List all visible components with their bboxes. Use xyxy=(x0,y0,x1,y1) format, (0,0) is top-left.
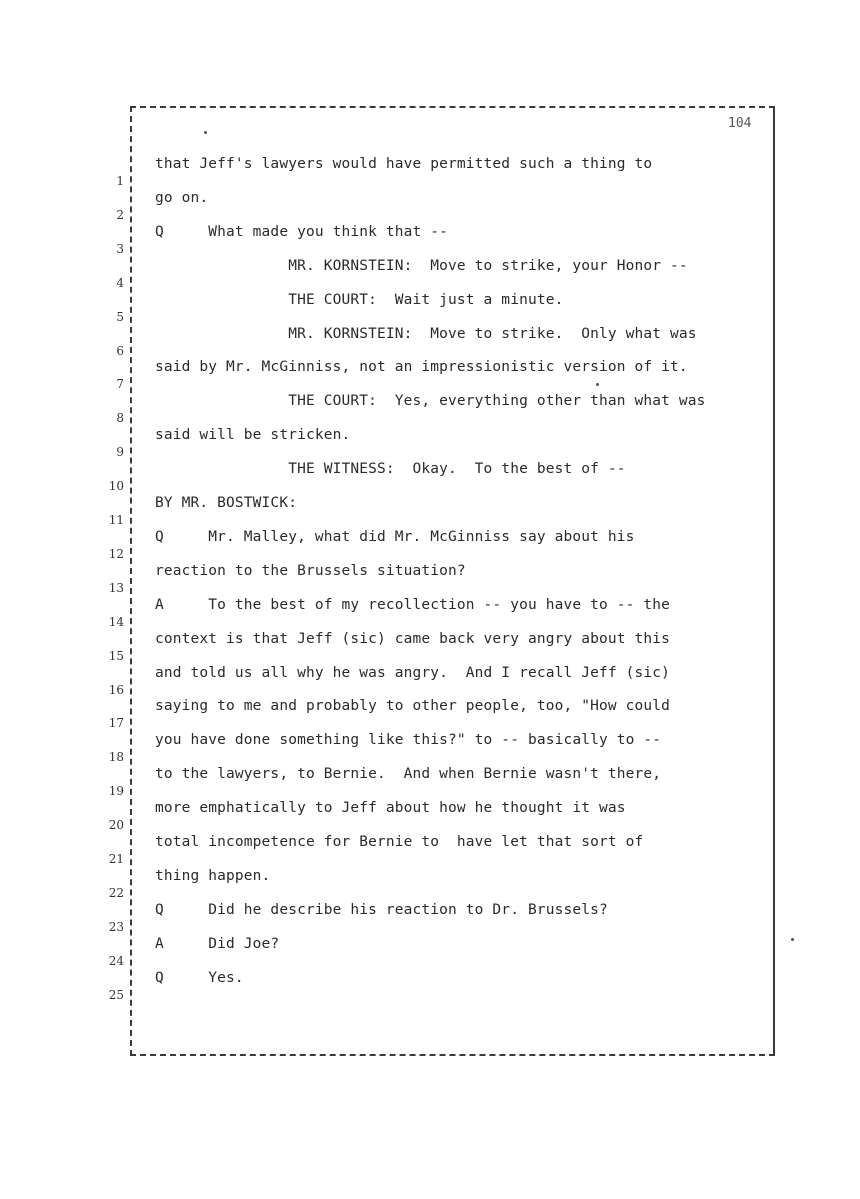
transcript-line: to the lawyers, to Bernie. And when Bernie wasn't there, xyxy=(155,766,662,783)
transcript-line: total incompetence for Bernie to have let that sort of xyxy=(155,834,644,850)
transcript-line: Q Did he describe his reaction to Dr. Brussels? xyxy=(155,901,608,918)
transcript-line: thing happen. xyxy=(155,867,271,884)
line-number: 5 xyxy=(116,309,124,324)
transcript-line: A Did Joe? xyxy=(155,935,280,952)
line-number: 13 xyxy=(108,580,124,595)
line-number: 9 xyxy=(116,445,124,460)
line-number: 6 xyxy=(116,343,124,358)
transcript-line: you have done something like this?" to -- basically to -- xyxy=(155,732,662,749)
speck xyxy=(791,938,794,941)
speck xyxy=(204,131,207,134)
transcript-line: THE COURT: Wait just a minute. xyxy=(155,291,564,308)
transcript-line: context is that Jeff (sic) came back very angry about this xyxy=(155,630,671,647)
transcript-line: Q What made you think that -- xyxy=(155,223,449,240)
line-number: 8 xyxy=(116,411,124,426)
line-number: 22 xyxy=(108,885,124,900)
line-number: 4 xyxy=(116,275,124,290)
line-number: 3 xyxy=(116,241,124,256)
transcript-line: A To the best of my recollection -- you have to -- the xyxy=(155,596,671,613)
transcript-line: more emphatically to Jeff about how he thought it was xyxy=(155,800,626,817)
transcript-line: that Jeff's lawyers would have permitted such a thing to xyxy=(155,156,653,172)
transcript-line: Q Mr. Malley, what did Mr. McGinniss say about his xyxy=(155,528,635,545)
transcript-line: Q Yes. xyxy=(155,969,244,986)
line-number: 10 xyxy=(108,479,124,494)
transcript-line: BY MR. BOSTWICK: xyxy=(155,495,298,511)
transcript-line: MR. KORNSTEIN: Move to strike, your Honor -- xyxy=(155,257,688,274)
transcript-line: said by Mr. McGinniss, not an impressionistic version of it. xyxy=(155,359,688,376)
line-number: 23 xyxy=(108,919,124,934)
transcript-line: go on. xyxy=(155,189,209,206)
line-number: 19 xyxy=(108,784,124,799)
line-number: 18 xyxy=(108,750,124,765)
transcript-line: and told us all why he was angry. And I recall Jeff (sic) xyxy=(155,664,671,681)
line-number: 14 xyxy=(108,614,124,629)
line-number: 7 xyxy=(116,377,124,392)
line-number: 1 xyxy=(116,174,124,188)
line-number: 2 xyxy=(116,207,124,222)
line-number: 25 xyxy=(108,987,124,1002)
transcript-line: said will be stricken. xyxy=(155,427,351,444)
line-number: 17 xyxy=(108,716,124,731)
line-number: 24 xyxy=(108,953,124,968)
line-number: 16 xyxy=(108,682,124,697)
line-number: 15 xyxy=(108,648,124,663)
speck xyxy=(596,383,599,386)
transcript-line: saying to me and probably to other people, too, "How could xyxy=(155,698,671,715)
transcript-line: MR. KORNSTEIN: Move to strike. Only what was xyxy=(155,325,697,342)
line-number: 12 xyxy=(108,546,124,561)
page-number: 104 xyxy=(728,116,752,131)
transcript-line: THE COURT: Yes, everything other than what was xyxy=(155,393,706,410)
transcript-line: THE WITNESS: Okay. To the best of -- xyxy=(155,461,626,478)
line-number: 11 xyxy=(108,513,124,527)
line-number: 21 xyxy=(108,852,124,866)
line-number: 20 xyxy=(108,818,124,833)
transcript-line: reaction to the Brussels situation? xyxy=(155,562,466,579)
